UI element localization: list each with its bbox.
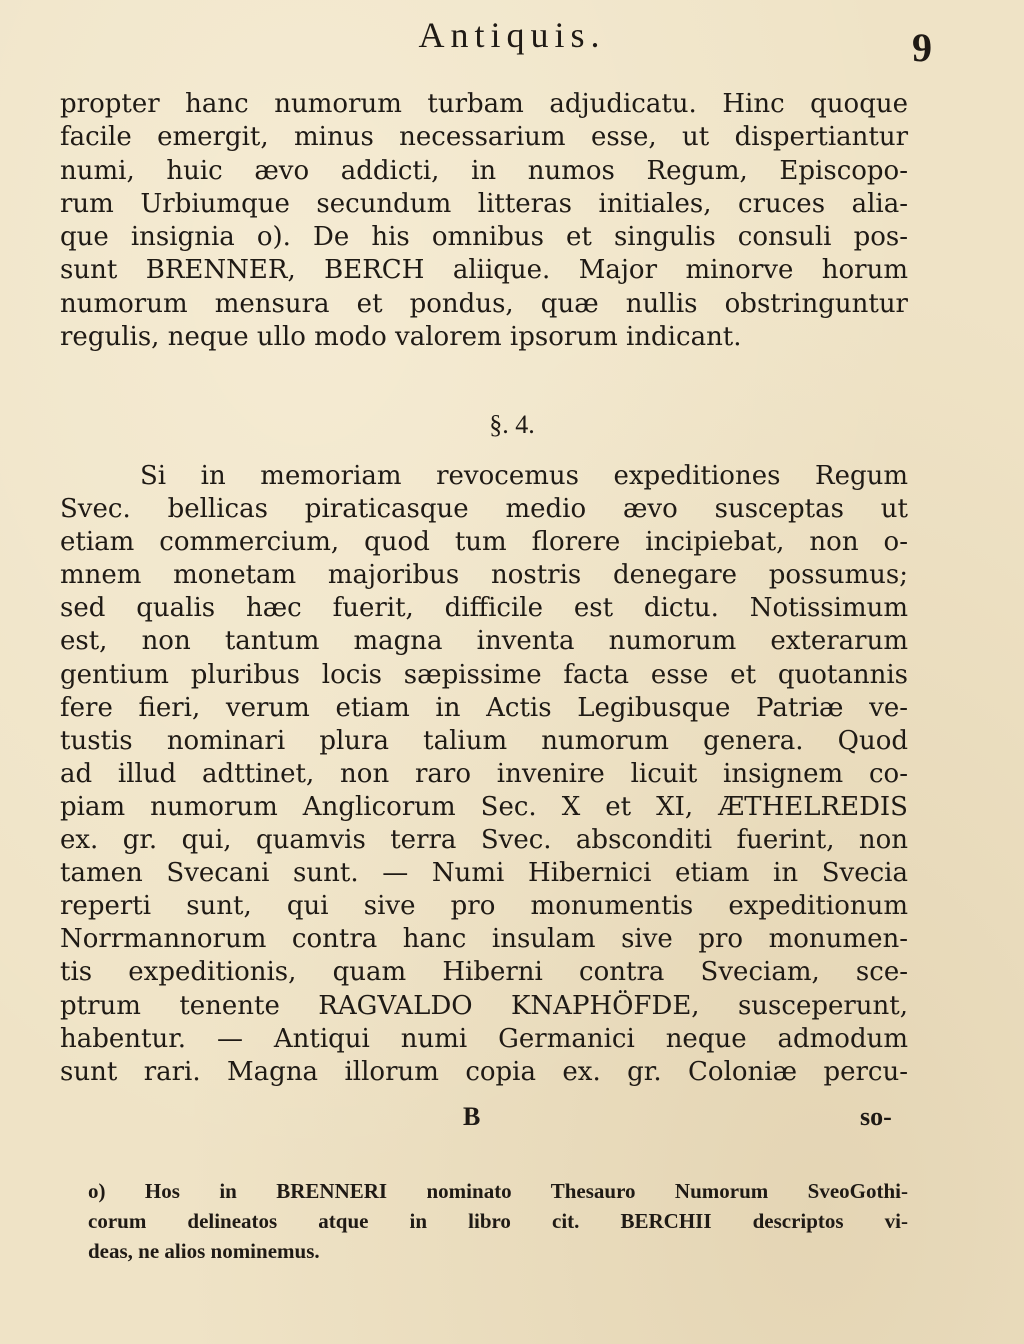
text-line: ptrum tenente RAGVALDO KNAPHÖFDE, susceperunt, <box>60 990 908 1021</box>
text-line: habentur. — Antiqui numi Germanici neque admodum <box>60 1023 908 1054</box>
text-line: propter hanc numorum turbam adjudicatu. Hinc quoque <box>60 89 908 119</box>
text-line: gentium pluribus locis sæpissime facta esse et quotannis <box>60 659 908 690</box>
text-line: Si in memoriam revocemus expeditiones Regum <box>140 461 908 491</box>
text-line: etiam commercium, quod tum florere incipiebat, non o- <box>60 527 908 558</box>
section-heading: §. 4. <box>489 410 535 439</box>
text-line: ex. gr. qui, quamvis terra Svec. absconditi fuerint, non <box>60 825 908 856</box>
footnote <box>88 1176 908 1266</box>
text-line: mnem monetam majoribus nostris denegare possumus; <box>60 560 908 591</box>
text-line: ad illud adttinet, non raro invenire licuit insignem co- <box>60 758 908 789</box>
text-line: regulis, neque ullo modo valorem ipsorum indicant. <box>60 322 742 353</box>
text-line: tustis nominari plura talium numorum genera. Quod <box>60 725 908 756</box>
text-line: sunt rari. Magna illorum copia ex. gr. Coloniæ percu- <box>60 1056 908 1087</box>
text-line: rum Urbiumque secundum litteras initiales, cruces alia- <box>60 188 908 219</box>
text-line: tis expeditionis, quam Hiberni contra Sveciam, sce- <box>60 957 908 988</box>
text-line: numorum mensura et pondus, quæ nullis obstringuntur <box>60 288 908 319</box>
footnote-line: o) Hos in BRENNERI nominato Thesauro Numorum SveoGothi- <box>88 1179 908 1203</box>
text-line: fere fieri, verum etiam in Actis Legibusque Patriæ ve- <box>60 692 908 723</box>
text-line: tamen Svecani sunt. — Numi Hibernici etiam in Svecia <box>60 858 908 889</box>
catchword: so- <box>860 1102 892 1131</box>
footnote-line: corum delineatos atque in libro cit. BERCHII descriptos vi- <box>88 1209 908 1233</box>
signature-mark: B <box>463 1102 481 1131</box>
text-line: est, non tantum magna inventa numorum exterarum <box>60 626 908 657</box>
text-line: sed qualis hæc fuerit, difficile est dictu. Notissimum <box>60 593 908 624</box>
text-line: reperti sunt, qui sive pro monumentis expeditionum <box>60 891 908 922</box>
paragraph-2 <box>60 460 908 1089</box>
text-line: que insignia o). De his omnibus et singulis consuli pos- <box>60 222 908 253</box>
text-line: numi, huic ævo addicti, in numos Regum, Episcopo- <box>60 155 908 186</box>
text-line: sunt BRENNER, BERCH aliique. Major minorve horum <box>60 255 908 286</box>
paragraph-1 <box>60 88 908 354</box>
footnote-line: deas, ne alios nominemus. <box>88 1239 320 1263</box>
text-line: Svec. bellicas piraticasque medio ævo susceptas ut <box>60 494 908 525</box>
text-line: piam numorum Anglicorum Sec. X et XI, ÆTHELREDIS <box>60 791 908 822</box>
text-line: facile emergit, minus necessarium esse, ut dispertiantur <box>60 122 908 153</box>
text-line: Norrmannorum contra hanc insulam sive pro monumen- <box>60 924 908 955</box>
running-title: Antiquis. <box>418 15 606 55</box>
page-number: 9 <box>912 25 932 70</box>
